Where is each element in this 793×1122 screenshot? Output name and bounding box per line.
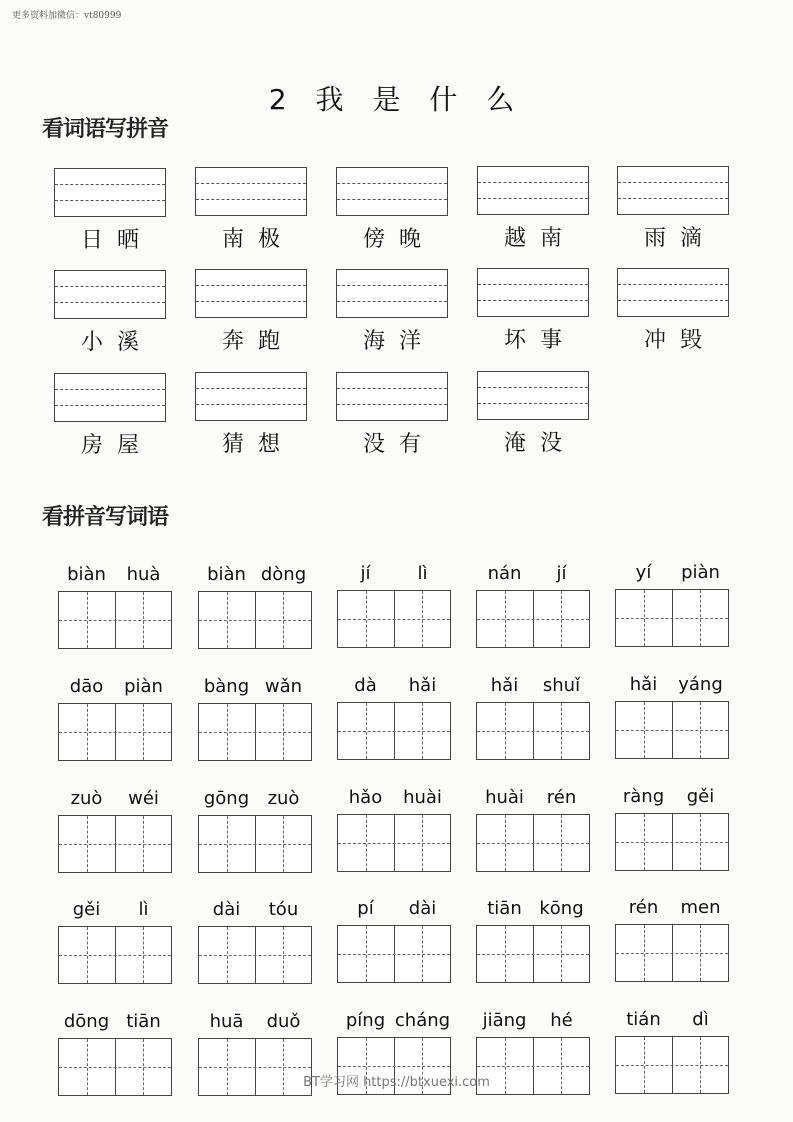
pinyin-exercise-item [54, 168, 166, 254]
guide-line [199, 844, 311, 845]
word-exercise-item [615, 561, 729, 647]
guide-line [196, 183, 306, 184]
pinyin-syllable-2: rén [546, 786, 577, 808]
guide-line [477, 731, 589, 732]
word-label: 坏事 [503, 328, 576, 354]
tianzige-grid [198, 591, 312, 649]
pinyin-label [476, 562, 590, 586]
guide-line [477, 843, 589, 844]
tianzige-grid [476, 590, 590, 648]
pinyin-syllable-1: gěi [72, 899, 101, 920]
pinyin-syllable-2: jí [556, 562, 567, 584]
pinyin-syllable-1: bàng [203, 675, 250, 697]
pinyin-label [198, 563, 312, 587]
pinyin-writing-box[interactable] [336, 167, 448, 216]
pinyin-exercise-item [54, 373, 166, 459]
pinyin-syllable-2: cháng [394, 1010, 451, 1031]
pinyin-writing-box[interactable] [54, 270, 166, 319]
guide-line [478, 198, 588, 199]
pinyin-label [58, 675, 172, 699]
pinyin-syllable-1: biàn [67, 564, 106, 585]
pinyin-syllable-2: zuò [267, 787, 300, 809]
pinyin-label [476, 1009, 590, 1033]
word-exercise-item [476, 786, 590, 872]
guide-line [337, 301, 447, 302]
pinyin-syllable-2: huài [403, 787, 442, 808]
pinyin-writing-box[interactable] [195, 167, 307, 216]
guide-line [55, 286, 165, 287]
guide-line [477, 619, 589, 620]
tianzige-grid [615, 813, 729, 871]
section-title-write-words: 看拼音写词语 [42, 505, 169, 530]
pinyin-syllable-1: dài [212, 898, 241, 920]
guide-line [616, 842, 728, 843]
header-watermark: 更多资料加微信：vt80999 [12, 11, 122, 21]
word-exercise-item [198, 787, 312, 873]
pinyin-syllable-1: huā [209, 1010, 244, 1032]
word-label: 没有 [362, 431, 435, 457]
tianzige-grid [58, 926, 172, 984]
pinyin-label [476, 897, 590, 921]
tianzige-grid [198, 703, 312, 761]
word-label: 冲毁 [643, 327, 716, 353]
pinyin-label [615, 785, 729, 809]
word-exercise-item [615, 785, 729, 871]
pinyin-syllable-1: biàn [207, 563, 246, 585]
guide-line [59, 1067, 171, 1068]
guide-line [196, 285, 306, 286]
guide-line [59, 620, 171, 621]
word-exercise-item [58, 787, 172, 873]
tianzige-grid [337, 814, 451, 872]
guide-line [478, 300, 588, 301]
word-label: 房屋 [80, 433, 153, 458]
pinyin-exercise-item [336, 269, 448, 355]
pinyin-syllable-2: tóu [268, 898, 299, 920]
guide-line [338, 954, 450, 955]
tianzige-grid [198, 926, 312, 984]
pinyin-label [615, 896, 729, 920]
pinyin-syllable-2: hé [550, 1009, 573, 1031]
guide-line [478, 284, 588, 285]
pinyin-syllable-2: dòng [260, 563, 307, 585]
pinyin-syllable-2: kōng [539, 897, 584, 919]
pinyin-syllable-2: lì [138, 899, 149, 920]
guide-line [55, 184, 165, 185]
pinyin-syllable-1: píng [345, 1010, 386, 1031]
pinyin-label [58, 787, 172, 811]
guide-line [338, 619, 450, 620]
pinyin-label [476, 786, 590, 810]
pinyin-syllable-2: men [680, 897, 721, 918]
pinyin-label [198, 787, 312, 811]
word-label: 淹没 [503, 431, 576, 457]
guide-line [199, 955, 311, 956]
pinyin-syllable-2: dài [408, 898, 437, 919]
pinyin-syllable-1: tián [626, 1009, 661, 1030]
pinyin-syllable-1: yí [635, 562, 652, 583]
guide-line [199, 1067, 311, 1068]
pinyin-exercise-item [336, 372, 448, 458]
tianzige-grid [198, 815, 312, 873]
pinyin-exercise-item [336, 167, 448, 253]
pinyin-label [337, 1009, 451, 1033]
guide-line [616, 618, 728, 619]
tianzige-grid [476, 702, 590, 760]
pinyin-syllable-1: dà [354, 675, 377, 696]
pinyin-exercise-item [477, 268, 589, 354]
guide-line [55, 405, 165, 406]
guide-line [59, 732, 171, 733]
word-exercise-item [337, 562, 451, 648]
word-exercise-item [337, 786, 451, 872]
pinyin-writing-box[interactable] [617, 268, 729, 317]
word-exercise-item [476, 674, 590, 760]
pinyin-label [198, 675, 312, 699]
pinyin-writing-box[interactable] [477, 371, 589, 420]
guide-line [338, 731, 450, 732]
tianzige-grid [615, 701, 729, 759]
guide-line [199, 620, 311, 621]
pinyin-syllable-1: pí [357, 898, 374, 919]
pinyin-syllable-1: tiān [487, 897, 522, 919]
guide-line [59, 844, 171, 845]
pinyin-syllable-2: tiān [126, 1011, 161, 1032]
pinyin-syllable-1: dāo [69, 676, 104, 697]
pinyin-label [337, 786, 451, 810]
tianzige-grid [58, 703, 172, 761]
guide-line [618, 300, 728, 301]
pinyin-syllable-2: lì [417, 563, 428, 584]
word-exercise-item [198, 675, 312, 761]
pinyin-writing-box[interactable] [477, 268, 589, 317]
pinyin-syllable-2: shuǐ [542, 674, 581, 696]
word-exercise-item [58, 675, 172, 761]
pinyin-exercise-item [195, 269, 307, 355]
pinyin-syllable-2: duǒ [266, 1010, 301, 1032]
guide-line [616, 730, 728, 731]
pinyin-label [615, 673, 729, 697]
pinyin-exercise-item [195, 167, 307, 253]
pinyin-syllable-2: wǎn [264, 675, 303, 697]
word-exercise-item [58, 563, 172, 649]
guide-line [337, 404, 447, 405]
pinyin-syllable-1: hǎo [348, 787, 383, 808]
pinyin-syllable-1: nán [487, 562, 522, 584]
guide-line [55, 200, 165, 201]
section-title-write-pinyin: 看词语写拼音 [42, 117, 169, 142]
pinyin-label [58, 563, 172, 587]
word-exercise-item [476, 897, 590, 983]
pinyin-syllable-1: jiāng [482, 1009, 527, 1031]
pinyin-syllable-2: piàn [681, 562, 720, 583]
word-exercise-item [476, 562, 590, 648]
tianzige-grid [58, 591, 172, 649]
word-exercise-item [58, 898, 172, 984]
pinyin-syllable-2: yáng [678, 674, 723, 695]
pinyin-syllable-1: rén [628, 897, 659, 918]
pinyin-syllable-1: dōng [63, 1011, 110, 1032]
pinyin-writing-box[interactable] [195, 372, 307, 421]
pinyin-label [337, 897, 451, 921]
pinyin-writing-box[interactable] [336, 372, 448, 421]
guide-line [59, 955, 171, 956]
pinyin-writing-box[interactable] [195, 269, 307, 318]
pinyin-writing-box[interactable] [54, 373, 166, 422]
guide-line [618, 284, 728, 285]
tianzige-grid [337, 925, 451, 983]
tianzige-grid [58, 815, 172, 873]
guide-line [337, 183, 447, 184]
guide-line [478, 387, 588, 388]
word-exercise-item [198, 898, 312, 984]
page-title: 2 我 是 什 么 [268, 83, 525, 116]
pinyin-writing-box[interactable] [617, 166, 729, 215]
guide-line [478, 182, 588, 183]
tianzige-grid [476, 814, 590, 872]
word-label: 南极 [221, 227, 294, 253]
pinyin-exercise-item [54, 270, 166, 356]
word-label: 小溪 [80, 330, 153, 355]
tianzige-grid [476, 925, 590, 983]
guide-line [616, 1065, 728, 1066]
word-label: 雨滴 [643, 225, 716, 251]
guide-line [337, 285, 447, 286]
pinyin-exercise-item [195, 372, 307, 458]
word-exercise-item [615, 896, 729, 982]
pinyin-label [615, 1008, 729, 1032]
pinyin-exercise-item [617, 268, 729, 354]
word-label: 猜想 [221, 432, 294, 458]
guide-line [199, 732, 311, 733]
guide-line [55, 302, 165, 303]
word-exercise-item [337, 897, 451, 983]
word-label: 海洋 [362, 328, 435, 354]
pinyin-writing-box[interactable] [336, 269, 448, 318]
pinyin-syllable-2: dì [692, 1009, 709, 1030]
pinyin-label [58, 898, 172, 922]
pinyin-exercise-item [617, 166, 729, 252]
pinyin-syllable-1: ràng [622, 786, 665, 807]
pinyin-label [198, 1010, 312, 1034]
pinyin-writing-box[interactable] [477, 166, 589, 215]
pinyin-syllable-2: gěi [686, 786, 715, 807]
pinyin-syllable-1: zuò [70, 788, 103, 809]
guide-line [618, 198, 728, 199]
tianzige-grid [337, 590, 451, 648]
pinyin-syllable-2: huà [126, 564, 161, 585]
guide-line [196, 388, 306, 389]
pinyin-syllable-1: gōng [203, 787, 250, 809]
guide-line [616, 953, 728, 954]
pinyin-syllable-2: wéi [128, 788, 159, 809]
pinyin-label [337, 562, 451, 586]
pinyin-syllable-1: hǎi [490, 674, 519, 696]
guide-line [337, 388, 447, 389]
guide-line [55, 389, 165, 390]
guide-line [196, 301, 306, 302]
guide-line [477, 954, 589, 955]
word-label: 越南 [503, 226, 576, 252]
guide-line [618, 182, 728, 183]
pinyin-label [198, 898, 312, 922]
guide-line [478, 403, 588, 404]
pinyin-syllable-2: hǎi [408, 675, 437, 696]
pinyin-exercise-item [477, 166, 589, 252]
guide-line [196, 199, 306, 200]
pinyin-syllable-1: huài [485, 786, 524, 808]
pinyin-syllable-1: hǎi [629, 674, 658, 695]
guide-line [338, 1066, 450, 1067]
word-exercise-item [337, 674, 451, 760]
pinyin-writing-box[interactable] [54, 168, 166, 217]
pinyin-exercise-item [477, 371, 589, 457]
pinyin-syllable-1: jí [360, 563, 371, 584]
tianzige-grid [615, 924, 729, 982]
pinyin-label [476, 674, 590, 698]
word-label: 傍晚 [362, 226, 435, 252]
pinyin-label [337, 674, 451, 698]
tianzige-grid [337, 702, 451, 760]
guide-line [477, 1066, 589, 1067]
word-label: 日晒 [80, 228, 153, 253]
guide-line [338, 843, 450, 844]
word-label: 奔跑 [221, 329, 294, 355]
word-exercise-item [198, 563, 312, 649]
word-exercise-item [615, 673, 729, 759]
guide-line [337, 199, 447, 200]
tianzige-grid [615, 589, 729, 647]
pinyin-label [58, 1010, 172, 1034]
pinyin-label [615, 561, 729, 585]
guide-line [196, 404, 306, 405]
footer-watermark: BT学习网 https://btxuexi.com [303, 1075, 490, 1090]
pinyin-syllable-2: piàn [124, 676, 163, 697]
